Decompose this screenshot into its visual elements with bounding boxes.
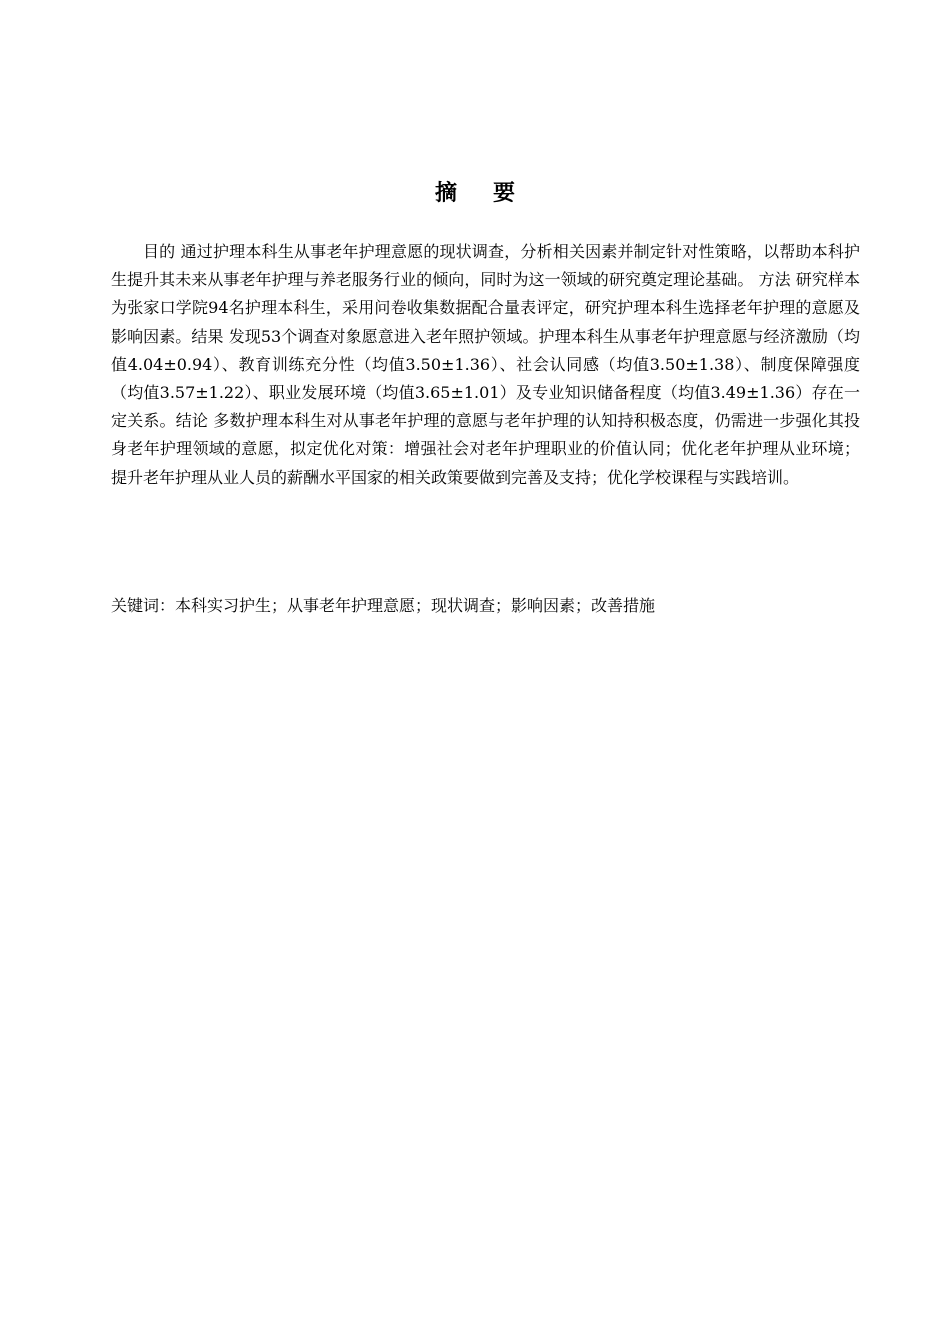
abstract-title: 摘要 [434, 181, 551, 206]
abstract-body: 目的 通过护理本科生从事老年护理意愿的现状调查，分析相关因素并制定针对性策略，以帮助本科护生提升其未来从事老年护理与养老服务行业的倾向，同时为这一领域的研究奠定理论基础。 方法 研究样本为张家口学院94名护理本科生，采用问卷收集数据配合量表评定，研究护理本科生选择老年护理的意愿及影响因素。结果 发现53个调查对象愿意进入老年照护领域。护理本科生从事老年护理意愿与经济激励（均值4.04±0.94）、教育训练充分性（均值3.50±1.36）、社会认同感（均值3.50±1.38）、制度保障强度（均值3.57±1.22）、职业发展环境（均值3.65±1.01）及专业知识储备程度（均值3.49±1.36）存在一定关系。结论 多数护理本科生对从事老年护理的意愿与老年护理的认知持积极态度，仍需进一步强化其投身老年护理领域的意愿，拟定优化对策：增强社会对老年护理职业的价值认同；优化老年护理从业环境；提升老年护理从业人员的薪酬水平国家的相关政策要做到完善及支持；优化学校课程与实践培训。 [111, 242, 860, 487]
keywords-label: 关键词： [111, 596, 176, 615]
keywords-text: 本科实习护生；从事老年护理意愿；现状调查；影响因素；改善措施 [175, 596, 656, 615]
keywords-line [111, 592, 860, 620]
